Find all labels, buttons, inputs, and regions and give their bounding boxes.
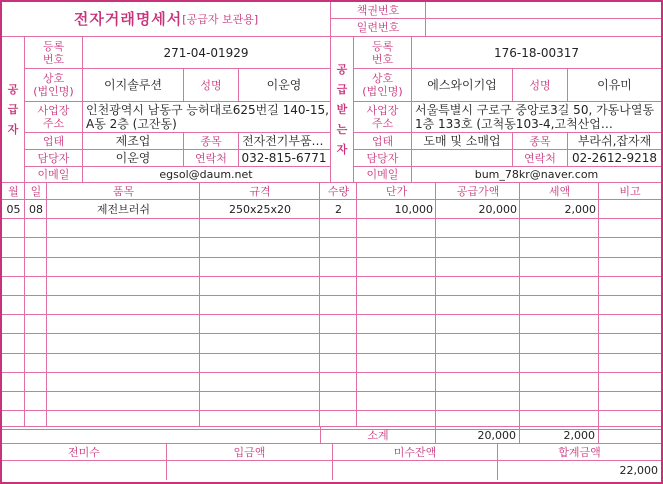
supplier-manager: 이운영 (115, 150, 151, 165)
buyer-manager-label: 담당자 (366, 151, 399, 165)
table-header-cell: 비고 (619, 184, 641, 198)
buyer-manager (412, 150, 512, 166)
serial-number-value (426, 19, 661, 36)
buyer-email-label: 이메일 (366, 168, 399, 181)
supplier-email-label: 이메일 (37, 168, 70, 181)
serial-number-label: 일련번호 (356, 21, 400, 34)
buyer-item-label: 종목 (529, 134, 551, 148)
table-cell: 250x25x20 (228, 203, 291, 217)
buyer-company: 에스와이기업 (427, 77, 497, 92)
buyer-name: 이유미 (597, 77, 632, 92)
table-header-cell: 공급가액 (456, 184, 500, 198)
subtotal-tax: 2,000 (563, 428, 595, 442)
supplier-business-type-label: 업태 (42, 134, 65, 148)
book-number-value (426, 2, 661, 18)
table-header-cell: 월 (8, 184, 19, 198)
supplier-company: 이지솔루션 (104, 77, 162, 92)
buyer-reg-no-label: 등록 번호 (371, 40, 394, 66)
buyer-address-label: 사업장 주소 (366, 104, 399, 130)
supplier-item-label: 종목 (200, 134, 222, 148)
supplier-reg-no: 271-04-01929 (163, 45, 249, 60)
subtotal-supply: 20,000 (477, 428, 516, 442)
supplier-email: egsol@daum.net (159, 168, 253, 181)
total-amount-value: 22,000 (619, 464, 658, 477)
table-header-cell: 일 (30, 184, 42, 198)
table-cell: 제전브러쉬 (96, 203, 151, 217)
supplier-address: 인천광역시 남동구 능허대로625번길 140-15, A동 2층 (고잔동) (86, 103, 329, 131)
buyer-side-label: 공 급 받 는 자 (336, 63, 348, 156)
subtotal-label: 소계 (367, 428, 389, 442)
buyer-name-label: 성명 (529, 78, 551, 92)
title-sub: [공급자 보관용] (182, 12, 259, 26)
total-amount-label: 합계금액 (558, 445, 601, 459)
table-cell: 2 (335, 203, 342, 217)
buyer-email: bum_78kr@naver.com (474, 168, 599, 181)
supplier-company-label: 상호 (법인명) (33, 72, 74, 98)
supplier-address-label: 사업장 주소 (37, 104, 70, 130)
buyer-contact-label: 연락처 (524, 151, 556, 165)
buyer-business-type-label: 업태 (371, 134, 394, 148)
buyer-business-type: 도매 및 소매업 (423, 133, 501, 148)
supplier-manager-label: 담당자 (37, 151, 70, 165)
supplier-side-label: 공 급 자 (7, 83, 19, 136)
buyer-reg-no: 176-18-00317 (493, 45, 579, 60)
prev-unpaid-label: 전미수 (68, 445, 100, 459)
table-cell (599, 200, 661, 219)
deposit-label: 입금액 (233, 445, 266, 459)
deposit-value (167, 461, 332, 480)
supplier-name: 이운영 (266, 77, 302, 92)
table-cell: 20,000 (478, 203, 517, 217)
buyer-address: 서울특별시 구로구 중앙로3길 50, 가동나열동 1층 133호 (고척동103-4,고척산업… (415, 103, 655, 131)
table-header-cell: 세액 (548, 184, 571, 198)
table-header-cell: 단가 (385, 184, 408, 198)
unpaid-balance-value (333, 461, 497, 480)
table-cell: 10,000 (394, 203, 433, 217)
table-cell: 2,000 (564, 203, 596, 217)
buyer-item: 부라쉬,잡자재 (577, 133, 652, 148)
buyer-company-label: 상호 (법인명) (362, 72, 403, 98)
supplier-contact-label: 연락처 (195, 151, 227, 165)
unpaid-balance-label: 미수잔액 (393, 445, 437, 459)
supplier-reg-no-label: 등록 번호 (42, 40, 65, 66)
title-main: 전자거래명세서 (73, 9, 183, 28)
buyer-contact: 02-2612-9218 (571, 150, 657, 165)
supplier-item: 전자전기부품… (242, 133, 324, 148)
supplier-name-label: 성명 (200, 78, 222, 92)
table-cell: 05 (6, 203, 21, 217)
table-header-cell: 규격 (249, 184, 271, 198)
book-number-label: 책권번호 (356, 3, 400, 17)
prev-unpaid-value (2, 461, 166, 480)
supplier-business-type: 제조업 (115, 133, 151, 148)
document-title (2, 2, 330, 36)
table-header-cell: 품목 (112, 184, 135, 198)
supplier-contact: 032-815-6771 (241, 150, 327, 165)
table-cell: 08 (29, 203, 43, 217)
table-header-cell: 수량 (327, 184, 350, 198)
